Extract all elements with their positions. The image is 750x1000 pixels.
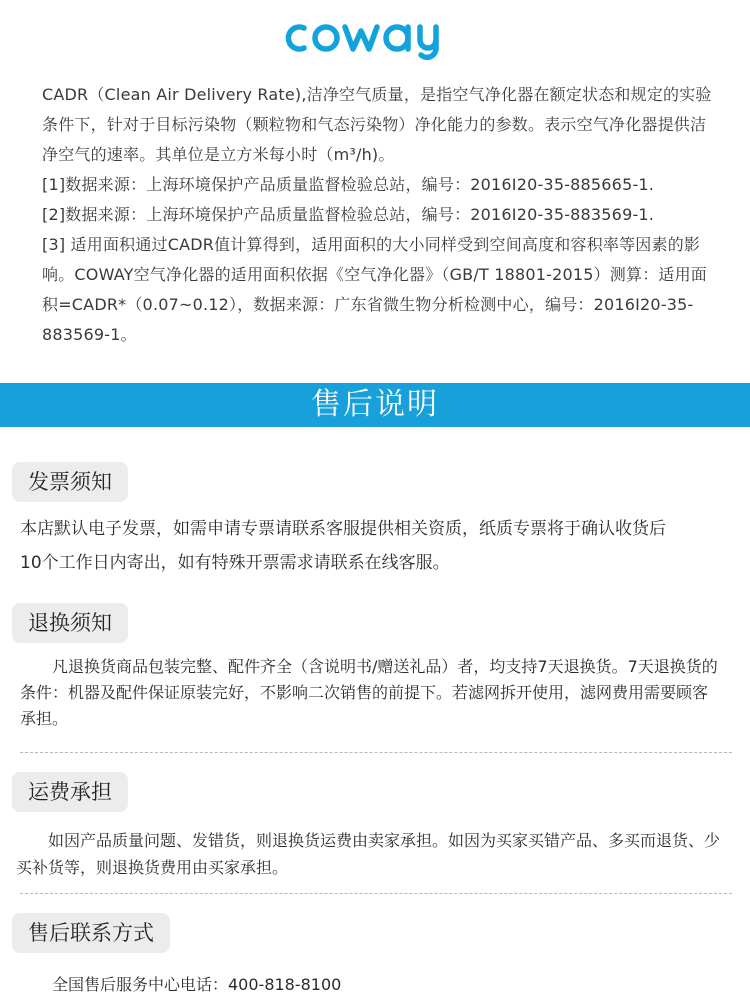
shipping-section-text: 如因产品质量问题、发错货，则退换货运费由卖家承担。如因为买家买错产品、多买而退货、少买补货等，则退换货费用由买家承担。: [16, 831, 721, 877]
note-source-2: [2]数据来源：上海环境保护产品质量监督检验总站，编号：2016I20-35-883569-1.: [42, 205, 655, 224]
return-section-title: 退换须知: [12, 603, 128, 643]
cadr-notes: [42, 80, 722, 350]
coway-logo: [0, 8, 750, 68]
contact-phone-text: 全国售后服务中心电话：400-818-8100: [52, 975, 342, 994]
cadr-definition: CADR（Clean Air Delivery Rate),洁净空气质量，是指空气净化器在额定状态和规定的实验条件下，针对于目标污染物（颗粒物和气态污染物）净化能力的参数。表示空气净化器提供洁净空气的速率。其单位是立方米每小时（m³/h)。: [42, 85, 712, 164]
section-divider: [20, 893, 732, 894]
shipping-section-title: 运费承担: [12, 772, 128, 812]
return-section-text: 凡退换货商品包装完整、配件齐全（含说明书/赠送礼品）者，均支持7天退换货。7天退换货的条件：机器及配件保证原装完好，不影响二次销售的前提下。若滤网拆开使用，滤网费用需要顾客承担。: [20, 657, 718, 728]
coway-wordmark-icon: [280, 16, 470, 60]
section-divider: [20, 752, 732, 753]
invoice-section-text: 本店默认电子发票，如需申请专票请联系客服提供相关资质，纸质专票将于确认收货后10个工作日内寄出，如有特殊开票需求请联系在线客服。: [20, 519, 666, 573]
contact-section-title: 售后联系方式: [12, 913, 170, 953]
note-area-calculation: [3] 适用面积通过CADR值计算得到，适用面积的大小同样受到空间高度和容积率等因素的影响。COWAY空气净化器的适用面积依据《空气净化器》（GB/T 18801-2015）测算：适用面积=CADR*（0.07~0.12），数据来源：广东省微生物分析检测中心，编号：2016I20-35-883569-1。: [42, 235, 708, 344]
invoice-section-title: 发票须知: [12, 462, 128, 502]
note-source-1: [1]数据来源：上海环境保护产品质量监督检验总站，编号：2016I20-35-885665-1.: [42, 175, 655, 194]
after-sales-banner: 售后说明: [0, 383, 750, 427]
